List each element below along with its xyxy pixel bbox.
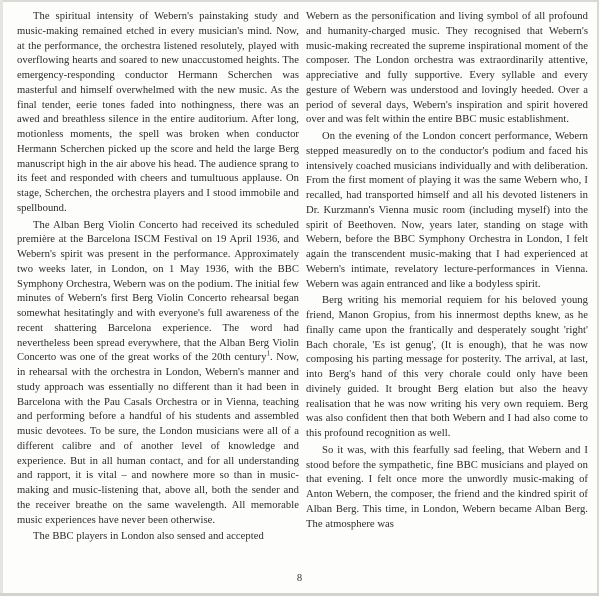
paragraph-text: The Alban Berg Violin Concerto had received its scheduled première at the Barcelona ISCM Festival on 19 April 1936, and Webern's spirit was present in the performance. Approximately two weeks later, in London, on 1 May 1936, with the BBC Symphony Orchestra, Webern was on the podium. The initial few minutes of Webern's first Berg Violin Concerto rehearsal began somewhat hesitatingly and with everyone's full awareness of the recent shattering Barcelona experience. The word had nevertheless been spread everywhere, that the Alban Berg Violin Concerto was one of the great works of the 20th century (17, 219, 299, 364)
page-edge-left (0, 0, 3, 596)
paragraph: So it was, with this fearfully sad feeling, that Webern and I stood before the sympathetic, fine BBC musicians and played on that evening. I felt once more the unwordly music-making of Anton Webern, the composer, the friend and the kindred spirit of Alban Berg. This time, in London, Webern became Alban Berg. The atmosphere was (306, 444, 588, 530)
left-column (17, 10, 299, 545)
paragraph: On the evening of the London concert performance, Webern stepped measuredly on to the conductor's podium and faced his intensively coached musicians individually and with deliberation. From the first moment of playing it was the same Webern who, I recalled, had transported himself and all his devoted listeners in Dr. Kurzmann's Vienna music room (including myself) into the spirit of Beethoven. Now, years later, standing on stage with Webern, before the BBC Symphony Orchestra in London, I felt again the transcendent music-making that I had experienced at Webern's intimate, revelatory lecture-performances in Vienna. Webern was again entranced and like a bodyless spirit. (306, 131, 588, 290)
paragraph: Berg writing his memorial requiem for his beloved young friend, Manon Gropius, from his innermost depths knew, as he finally came upon the frantically and desperately sought 'right' Bach chorale, 'Es ist genug', (It is enough), that he was now composing his parting message for posterity. The arrival, at last, into Berg's hand of this very chorale could only have been divinely guided. It brought Berg elation but also the heavy realisation that he was now writing his very own requiem. Berg was also confident then that both Webern and I had also come to this profound recognition as well. (306, 295, 588, 439)
paragraph (17, 219, 299, 529)
paragraph: The spiritual intensity of Webern's painstaking study and music-making remained etched in every musician's mind. Now, at the performance, the orchestra listened resolutely, played with overflowing hearts and soared to new unaccustomed heights. The emergency-responding conductor Hermann Scherchen was masterful and himself overwhelmed with the new music. As the final tender, eerie tones faded into nothingness, there was an awed and breathless silence in the entire auditorium. After long, motionless moments, the spell was broken when conductor Hermann Scherchen picked up the score and held the large Berg manuscript high in the air above his head. The audience sprang to its feet and responded with cheers and tumultuous applause. On stage, Scherchen, the orchestra players and I stood immobile and spellbound. (17, 11, 299, 214)
page-number: 8 (296, 573, 303, 584)
paragraph-text: . Now, in rehearsal with the orchestra in London, Webern's manner and study approach was essentially no different than it had been in Barcelona with the Pau Casals Orchestra or in Vienna, teaching and performing before a handful of his students and assembled music devotees. To be sure, the London musicians were all of a different calibre and of another level of knowledge and experience. But in all human contact, and for all understanding and rapport, it is vital – and nowhere more so than in music-making and music-listening that, above all, both the sender and the receiver breathe on the same wavelength. All memorable music experiences have never been otherwise. (17, 352, 299, 526)
right-column (306, 10, 588, 532)
page-edge-top (0, 0, 599, 2)
paragraph: The BBC players in London also sensed and accepted (33, 531, 264, 543)
footnote-marker: 1 (266, 349, 270, 358)
paragraph-continued: Webern as the personification and living symbol of all profound and humanity-charged music. They recognised that Webern's music-making recreated the supreme inspirational moment of the composer. The London orchestra was extraordinarily attentive, appreciative and fully supportive. Every syllable and every gesture of Webern was understood and lovingly heeded. Over a period of several days, Webern's inspiration and spirit hovered over and was felt within the entire BBC music establishment. (306, 11, 588, 126)
